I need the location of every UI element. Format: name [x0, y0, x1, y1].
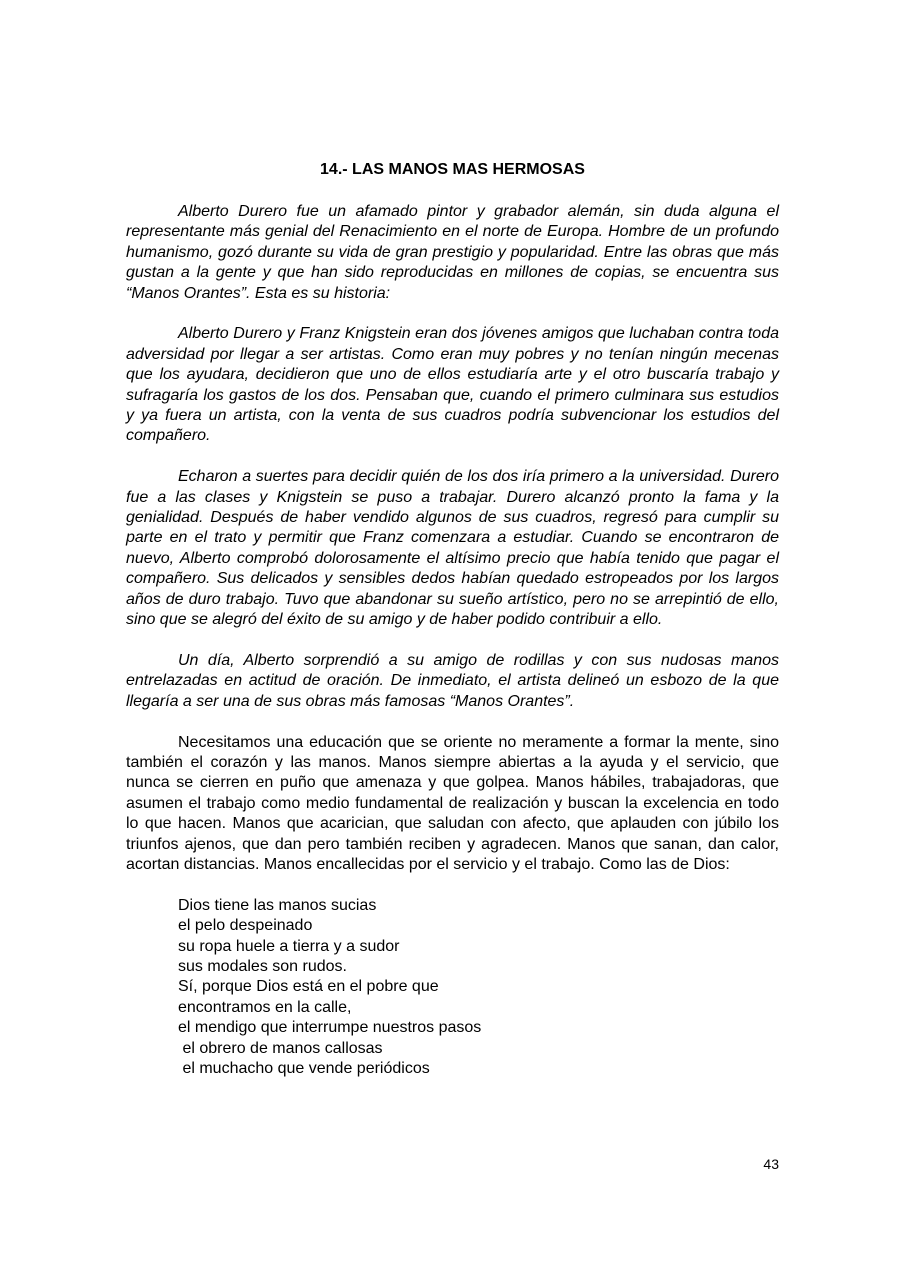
paragraph-reflection: Necesitamos una educación que se oriente no meramente a formar la mente, sino también el corazón y las manos. Manos siempre abiertas a la ayuda y el servicio, que nunca se cierren en puño que amenaza y que golpea. Manos hábiles, trabajadoras, que asumen el trabajo como medio fundamental de realización y buscan la excelencia en todo lo que hacen. Manos que acarician, que saludan con afecto, que aplauden con júbilo los triunfos ajenos, que dan pero también reciben y agradecen. Manos que sanan, dan calor, acortan distancias. Manos encallecidas por el servicio y el trabajo. Como las de Dios: — [126, 733, 779, 873]
poem-line: sus modales son rudos. — [178, 957, 347, 975]
paragraph-lots: Echaron a suertes para decidir quién de los dos iría primero a la universidad. Durero fue a las clases y Knigstein se puso a trabajar. Durero alcanzó pronto la fama y la genialidad. Después de haber vendido algunos de sus cuadros, regresó para cumplir su parte en el trato y permitir que Franz comenzara a estudiar. Cuando se encontraron de nuevo, Alberto comprobó dolorosamente el altísimo precio que había tenido que pagar el compañero. Sus delicados y sensibles dedos habían quedado estropeados por los largos años de duro trabajo. Tuvo que abandonar su sueño artístico, pero no se arrepintió de ello, sino que se alegró del éxito de su amigo y de haber podido contribuir a ello. — [126, 468, 779, 629]
poem-line: el pelo despeinado — [178, 917, 313, 935]
poem-line: el mendigo que interrumpe nuestros pasos — [178, 1019, 482, 1037]
page-title: 14.- LAS MANOS MAS HERMOSAS — [320, 161, 585, 178]
poem-line: Sí, porque Dios está en el pobre que — [178, 978, 439, 996]
poem-line: Dios tiene las manos sucias — [178, 896, 377, 914]
poem — [126, 896, 779, 1080]
paragraph-praying-hands: Un día, Alberto sorprendió a su amigo de rodillas y con sus nudosas manos entrelazadas en actitud de oración. De inmediato, el artista delineó un esbozo de la que llegaría a ser una de sus obras más famosas “Manos Orantes”. — [126, 651, 779, 710]
poem-line: encontramos en la calle, — [178, 998, 352, 1016]
poem-line: el muchacho que vende periódicos — [178, 1059, 430, 1077]
poem-line: el obrero de manos callosas — [178, 1039, 383, 1057]
poem-line: su ropa huele a tierra y a sudor — [178, 937, 400, 955]
page-number: 43 — [763, 1156, 779, 1172]
body-text — [126, 202, 779, 1079]
paragraph-friends: Alberto Durero y Franz Knigstein eran dos jóvenes amigos que luchaban contra toda adversidad por llegar a ser artistas. Como eran muy pobres y no tenían ningún mecenas que los ayudara, decidieron que uno de ellos estudiaría arte y el otro buscaría trabajo y sufragaría los gastos de los dos. Pensaban que, cuando el primero culminara sus estudios y ya fuera un artista, con la venta de sus cuadros podría subvencionar los estudios del compañero. — [126, 325, 779, 445]
paragraph-intro: Alberto Durero fue un afamado pintor y grabador alemán, sin duda alguna el representante más genial del Renacimiento en el norte de Europa. Hombre de un profundo humanismo, gozó durante su vida de gran prestigio y popularidad. Entre las obras que más gustan a la gente y que han sido reproducidas en millones de copias, se encuentra sus “Manos Orantes”. Esta es su historia: — [126, 203, 779, 302]
